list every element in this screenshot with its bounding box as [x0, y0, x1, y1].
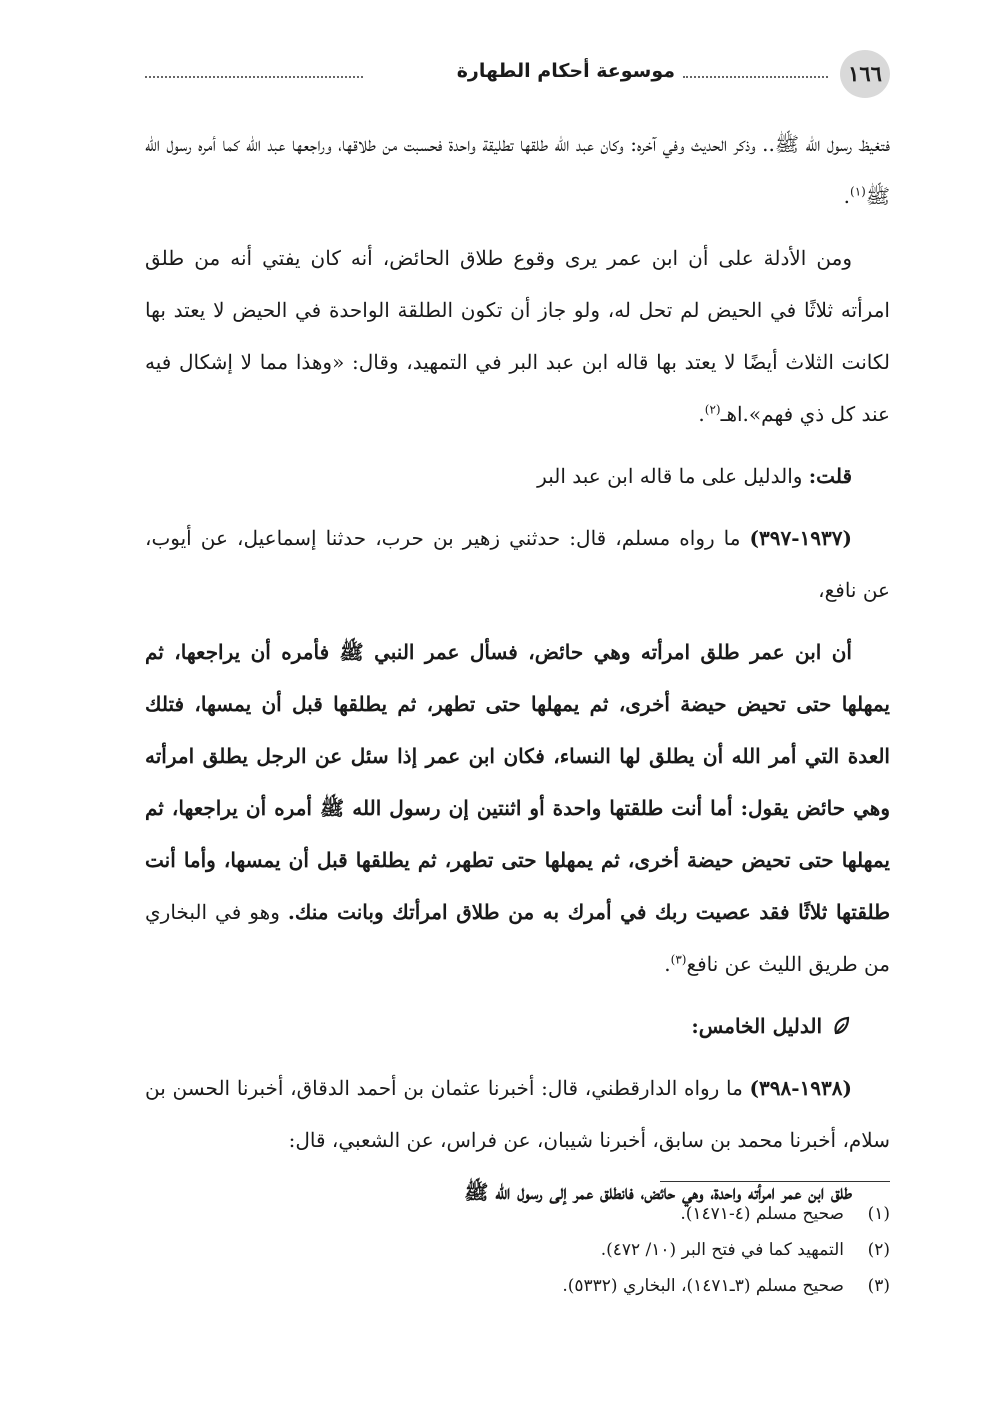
paragraph-1-text: فتغيظ رسول الله ﷺ.. وذكر الحديث وفي آخره: وكان عبد الله طلقها تطليقة واحدة فحسبت من طلاقها، وراجعها عبد الله كما أمره رسول الله ﷺ	[145, 132, 890, 208]
paragraph-5-end: .	[664, 952, 671, 976]
footnote-number: (٣)	[867, 1276, 890, 1296]
page-header	[145, 50, 890, 98]
footnote-ref-1: (١)	[850, 184, 866, 199]
paragraph-1	[145, 118, 890, 222]
page-number: ١٦٦	[840, 50, 890, 98]
header-dotted-rule-left	[145, 76, 363, 78]
leaf-ornament-icon	[832, 1015, 852, 1037]
section-heading	[145, 1000, 890, 1052]
hadith-text-1937: أن ابن عمر طلق امرأته وهي حائض، فسأل عمر النبي ﷺ فأمره أن يراجعها، ثم يمهلها حتى تحيض حيضة أخرى، ثم يمهلها حتى تطهر، ثم يطلقها قبل أن يمسها، فتلك العدة التي أمر الله أن يطلق لها النساء، فكان ابن عمر إذا سئل عن الرجل يطلق امرأته وهي حائض يقول: أما أنت طلقتها واحدة أو اثنتين إن رسول الله ﷺ أمره أن يراجعها، ثم يمهلها حتى تحيض حيضة أخرى، ثم يمهلها حتى تطهر، ثم يطلقها قبل أن يمسها، وأما أنت طلقتها ثلاثًا فقد عصيت ربك في أمرك به من طلاق امرأتك وبانت منك.	[145, 640, 890, 924]
page-body	[145, 118, 890, 1218]
footnote-text: صحيح مسلم (٣ـ١٤٧١)، البخاري (٥٣٣٢).	[562, 1276, 844, 1296]
hadith-number-1937: (١٩٣٧-٣٩٧)	[749, 526, 852, 550]
paragraph-2-text: ومن الأدلة على أن ابن عمر يرى وقوع طلاق الحائض، أنه كان يفتي أنه من طلق امرأته ثلاثًا في الحيض لم تحل له، ولو جاز أن تكون الطلقة الواحدة في الحيض لا يعتد بها لكانت الثلاث أيضًا لا يعتد بها قاله ابن عبد البر في التمهيد، وقال: «وهذا مما لا إشكال فيه عند كل ذي فهم».اهـ	[145, 246, 890, 426]
footnote-text: صحيح مسلم (٤-١٤٧١).	[680, 1204, 844, 1224]
section-heading-text: الدليل الخامس:	[691, 1014, 822, 1038]
paragraph-2-end: .	[698, 402, 705, 426]
header-dotted-rule-right	[683, 76, 828, 78]
paragraph-5	[145, 626, 890, 990]
hadith-text-1938: طلق ابن عمر امرأته واحدة، وهي حائض، فانطلق عمر إلى رسول الله ﷺ	[464, 1180, 852, 1204]
hadith-number-1938: (١٩٣٨-٣٩٨)	[749, 1076, 852, 1100]
paragraph-3-lead: قلت:	[808, 464, 852, 488]
paragraph-4	[145, 512, 890, 616]
paragraph-2	[145, 232, 890, 440]
footnote-2	[145, 1232, 890, 1268]
footnotes	[145, 1196, 890, 1304]
book-title: موسوعة أحكام الطهارة	[456, 60, 675, 82]
footnote-number: (١)	[867, 1204, 890, 1224]
paragraph-4-text: ما رواه مسلم، قال: حدثني زهير بن حرب، حدثنا إسماعيل، عن أيوب، عن نافع،	[145, 526, 890, 602]
paragraph-3-text: والدليل على ما قاله ابن عبد البر	[537, 464, 809, 488]
footnote-ref-2: (٢)	[704, 402, 721, 417]
footnote-number: (٢)	[867, 1240, 890, 1260]
paragraph-6	[145, 1062, 890, 1166]
footnote-text: التمهيد كما في فتح البر (١٠/ ٤٧٢).	[600, 1240, 844, 1260]
footnote-separator	[660, 1181, 890, 1182]
footnote-3	[145, 1268, 890, 1304]
paragraph-3	[145, 450, 890, 502]
paragraph-1-end: .	[843, 184, 850, 208]
footnote-ref-3: (٣)	[670, 952, 687, 967]
footnote-1	[145, 1196, 890, 1232]
paragraph-5-text: وهو في البخاري من طريق الليث عن نافع	[145, 900, 890, 976]
paragraph-6-text: ما رواه الدارقطني، قال: أخبرنا عثمان بن أحمد الدقاق، أخبرنا الحسن بن سلام، أخبرنا محمد بن سابق، أخبرنا شيبان، عن فراس، عن الشعبي، قال:	[145, 1076, 890, 1152]
